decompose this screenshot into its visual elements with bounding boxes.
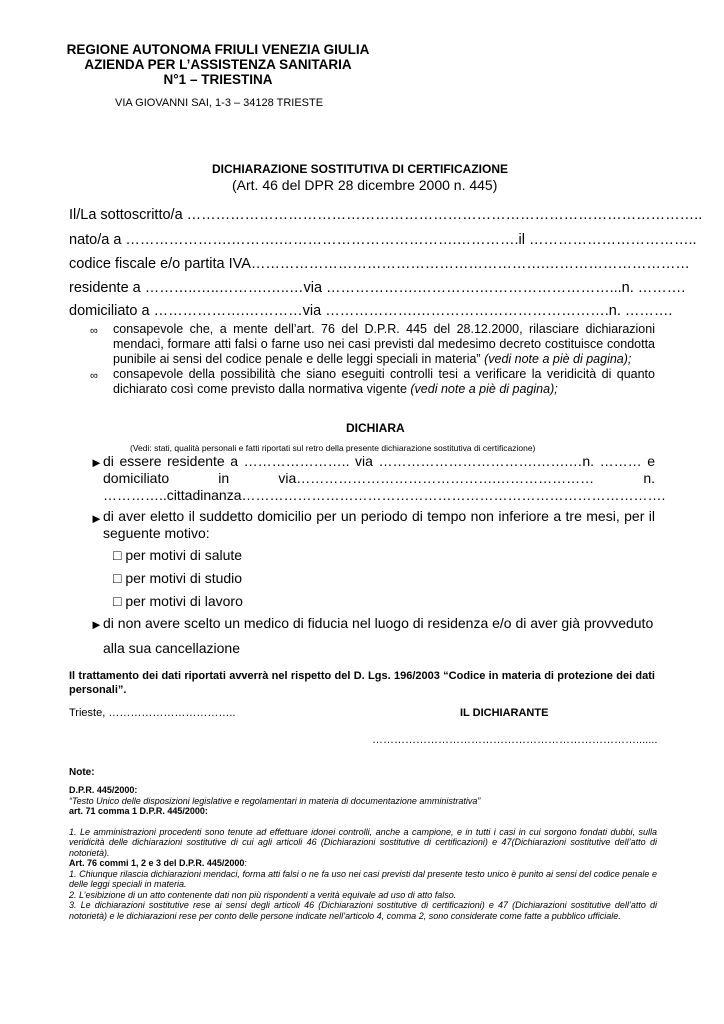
signature-place: Trieste, …………………………….. (69, 707, 236, 719)
header-region: REGIONE AUTONOMA FRIULI VENEZIA GIULIA (66, 42, 370, 57)
doc-subtitle: (Art. 46 del DPR 28 dicembre 2000 n. 445) (232, 177, 498, 193)
bullet-1-text: consapevole che, a mente dell’art. 76 del D.P.R. 445 del 28.12.2000, rilasciare dichiarazioni mendaci, formare atti falsi o farne uso nei casi previsti dal medesimo decreto costituisce condotta punibile ai sensi del codice penale e delle leggi speciali in materia” (113, 322, 655, 366)
signature-label: IL DICHIARANTE (460, 707, 549, 719)
privacy-statement: Il trattamento dei dati riportati avverrà nel rispetto del D. Lgs. 196/2003 “Codice in materia di protezione dei dati personali”. (69, 670, 655, 696)
option-salute (113, 547, 242, 563)
dichiara-item-residenza: di essere residente a ………………….. via …………………………….…….…n. ……… e domiciliato in via…………………………………….………………… n. …………..cittadinanza………………………………………………………………………………. (103, 453, 666, 503)
option-label: per motivi di studio (125, 570, 243, 586)
option-lavoro (113, 593, 243, 609)
dichiara-note: (Vedi: stati, qualità personali e fatti riportati sul retro della presente dichiarazione sostitutiva di certificazione) (130, 443, 536, 453)
field-residente: residente a ………..…..……….…..…via ……………….………….………………………...n. ………. (69, 280, 686, 296)
note-art71: art. 71 comma 1 D.P.R. 445/2000: (69, 806, 208, 816)
header-address: VIA GIOVANNI SAI, 1-3 – 34128 TRIESTE (115, 97, 324, 109)
arrow-2-icon: ► (90, 511, 103, 526)
note-art76-1: 1. Chiunque rilascia dichiarazioni mendaci, forma atti falsi o ne fa uso nei casi previsti dal presente testo unico è punito ai sensi del codice penale e delle leggi speciali in materia. (69, 868, 657, 889)
field-nato: nato/a a ………………….……….……………………………….………….il …………………………….. (69, 232, 697, 248)
bullet-consapevole-1 (113, 322, 655, 367)
option-label: per motivi di lavoro (125, 593, 243, 609)
arrow-1-icon: ► (90, 455, 103, 470)
option-label: per motivi di salute (125, 547, 243, 563)
bullet-1-note-ref: (vedi note a piè di pagina); (484, 352, 632, 366)
arrow-3-icon: ► (90, 617, 103, 632)
note-art76-colon: : (244, 858, 247, 868)
header-triestina: N°1 – TRIESTINA (163, 72, 273, 87)
field-sottoscritto: Il/La sottoscritto/a …………………………………………………………………………………………….. (69, 207, 703, 223)
bullet-consapevole-2 (113, 367, 655, 397)
dichiara-item-medico-line2: alla sua cancellazione (103, 640, 240, 656)
note-art71-text: 1. Le amministrazioni procedenti sono tenute ad effettuare idonei controlli, anche a campione, e in tutti i casi in cui sorgono fondati dubbi, sulla veridicità delle dichiarazioni sostitutive di cui agli articoli 46 (Dichiarazioni sostitutive di certificazioni) e 47(Dichiarazioni sostitutive dell’atto di notorietà). (69, 826, 657, 858)
option-studio (113, 570, 242, 586)
doc-title: DICHIARAZIONE SOSTITUTIVA DI CERTIFICAZIONE (212, 162, 508, 176)
dichiara-heading: DICHIARA (346, 421, 405, 435)
field-codice-fiscale: codice fiscale e/o partita IVA…………………………………………………….………………………… (69, 256, 690, 272)
note-art76-3: 3. Le dichiarazioni sostitutive rese ai sensi degli articoli 46 (Dichiarazioni sostitutive di certificazioni) e 47 (Dichiarazioni sostitutive dell’atto di notorietà) e le dichiarazioni rese per conto delle persone indicate nell’articolo 4, comma 2, sono considerate come fatte a pubblico ufficiale. (69, 900, 657, 921)
note-dpr: D.P.R. 445/2000: (69, 785, 138, 795)
notes-heading: Note: (69, 767, 95, 778)
note-art76-2: 2. L’esibizione di un atto contenente dati non più rispondenti a verità equivale ad uso di atto falso. (69, 889, 457, 900)
bullet-2-note-ref: (vedi note a piè di pagina); (410, 382, 558, 396)
header-azienda: AZIENDA PER L’ASSISTENZA SANITARIA (84, 57, 352, 72)
signature-line: ………………………………………………………………....... (372, 734, 658, 746)
bullet-2-text: consapevole della possibilità che siano eseguiti controlli tesi a verificare la veridicità di quanto dichiarato così come previsto dalla normativa vigente (113, 367, 655, 396)
dichiara-item-domicilio: di aver eletto il suddetto domicilio per un periodo di tempo non inferiore a tre mesi, per il seguente motivo: (103, 508, 655, 541)
dichiara-item-medico-line1: di non avere scelto un medico di fiducia nel luogo di residenza e/o di aver già provveduto (103, 615, 654, 631)
checkbox-icon: □ (113, 547, 122, 563)
note-art76: Art. 76 commi 1, 2 e 3 del D.P.R. 445/2000 (69, 858, 245, 868)
checkbox-icon: □ (113, 570, 122, 586)
note-art76-heading (69, 858, 657, 869)
field-domiciliato: domiciliato a ……………….…………via ……………….………………………………….n. ………. (69, 303, 673, 319)
bullet-2-icon: ∞ (90, 370, 98, 382)
note-spacer (69, 817, 657, 827)
checkbox-icon: □ (113, 593, 122, 609)
notes-block (69, 785, 657, 921)
bullet-1-icon: ∞ (90, 325, 98, 337)
note-dpr-title: “Testo Unico delle disposizioni legislative e regolamentari in materia di documentazione amministrativa” (69, 795, 481, 806)
